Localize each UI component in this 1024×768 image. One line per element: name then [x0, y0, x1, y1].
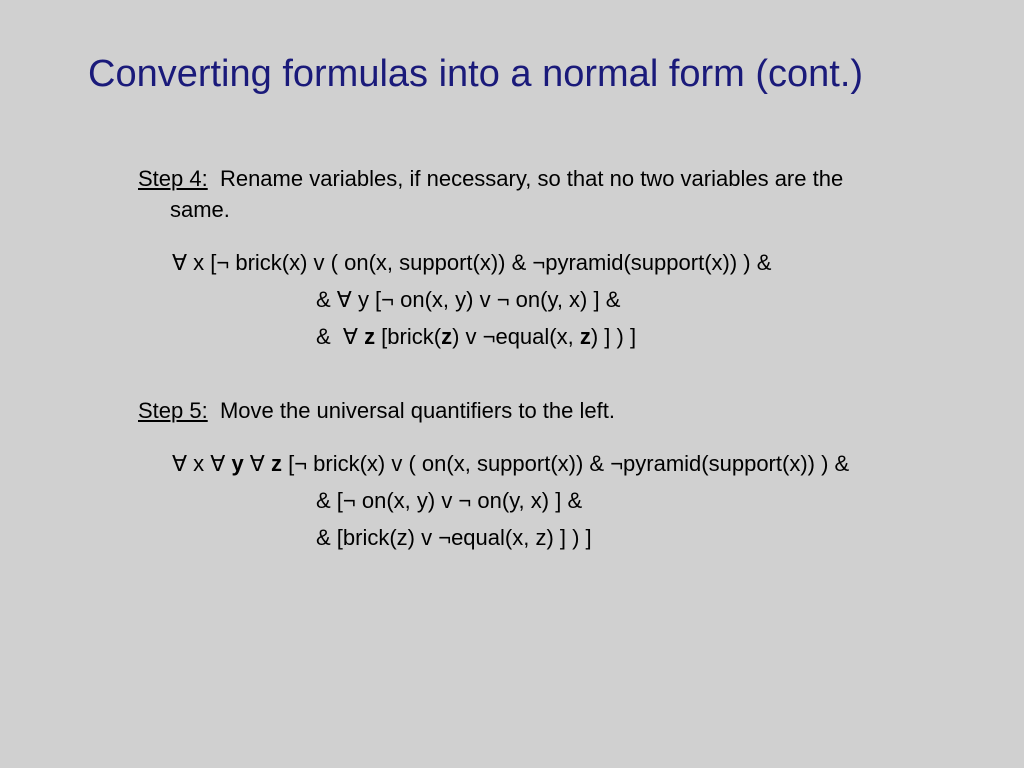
variable-z: z: [441, 324, 453, 349]
step-5-label: Step 5:: [138, 398, 208, 423]
step-5-formula-line-1: [172, 448, 849, 479]
step-4-formula-line-2: & ∀ y [¬ on(x, y) v ¬ on(y, x) ] &: [316, 287, 621, 312]
step-4-description: Rename variables, if necessary, so that no two variables are the: [219, 166, 844, 191]
step-5-text: [138, 395, 978, 426]
variable-z: z: [364, 324, 376, 349]
step-5-formula-line-2: & [¬ on(x, y) v ¬ on(y, x) ] &: [316, 488, 583, 513]
formula-text: ) ] ) ]: [590, 324, 637, 349]
formula-text: [brick(: [375, 324, 442, 349]
variable-z: z: [579, 324, 591, 349]
formula-text: ∀ x ∀: [172, 451, 232, 476]
formula-text: ∀: [243, 451, 271, 476]
step-4-label: Step 4:: [138, 166, 208, 191]
step-4-formula-line-1: ∀ x [¬ brick(x) v ( on(x, support(x)) & ¬pyramid(support(x)) ) &: [172, 250, 772, 275]
variable-z: z: [270, 451, 282, 476]
step-4-text: [138, 163, 978, 225]
formula-text: ) v ¬equal(x,: [452, 324, 580, 349]
formula-text: [¬ brick(x) v ( on(x, support(x)) & ¬pyramid(support(x)) ) &: [281, 451, 850, 476]
step-5-description: Move the universal quantifiers to the left.: [219, 398, 615, 423]
step-4-formula-line-3: [316, 321, 636, 352]
formula-text: & ∀: [316, 324, 365, 349]
step-5-formula-line-3: & [brick(z) v ¬equal(x, z) ] ) ]: [316, 525, 592, 550]
step-4-description-cont: same.: [170, 197, 230, 222]
variable-y: y: [231, 451, 244, 476]
slide-title: Converting formulas into a normal form (cont.): [88, 53, 864, 95]
